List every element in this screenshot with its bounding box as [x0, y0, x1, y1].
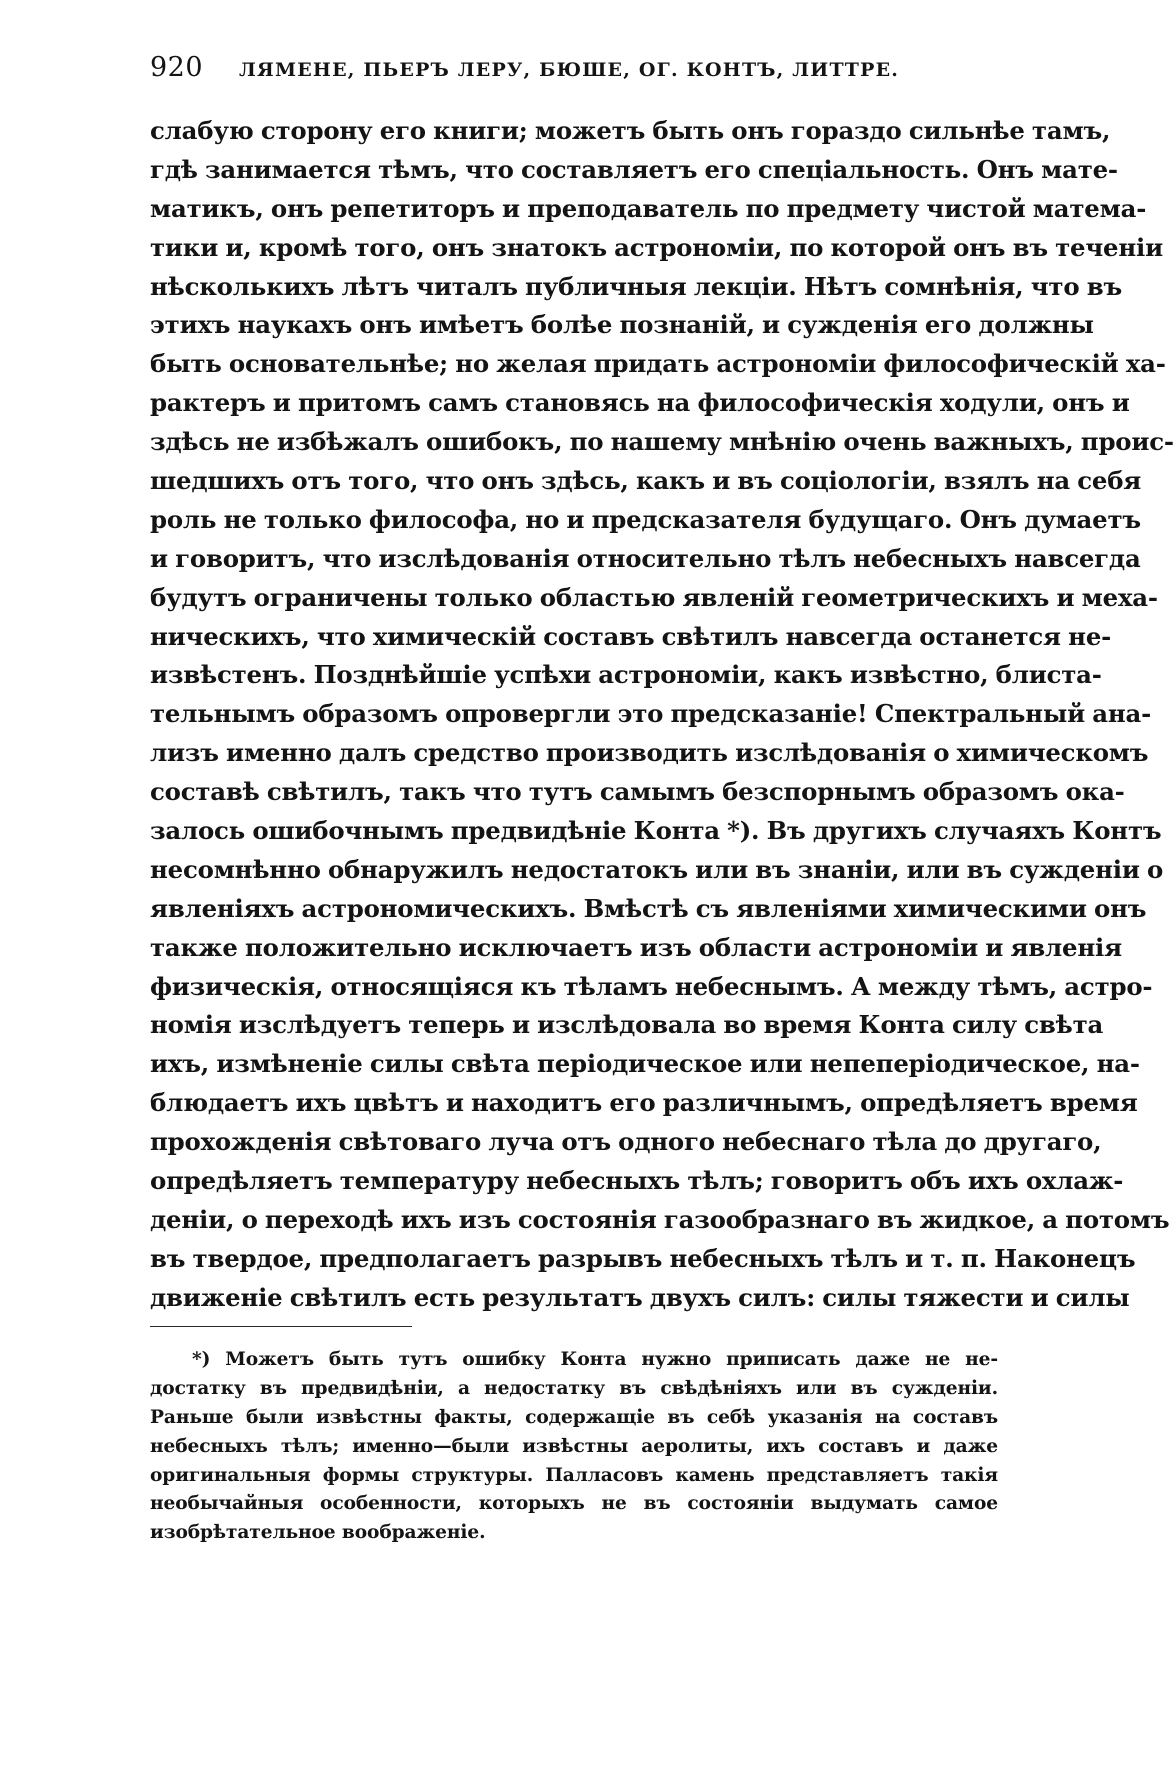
text-line: роль не только философа, но и предсказателя будущаго. Онъ думаетъ	[150, 504, 1141, 534]
text-line: ихъ, измѣненіе силы свѣта періодическое или непеперіодическое, на-	[150, 1049, 1140, 1079]
footnote-line: достатку въ предвидѣніи, а недостатку въ свѣдѣніяхъ или въ сужденіи.	[150, 1377, 998, 1399]
page-number: 920	[150, 52, 204, 83]
text-line: деніи, о переходѣ ихъ изъ состоянія газообразнаго въ жидкое, а потомъ	[150, 1204, 1170, 1234]
footnote	[150, 1346, 998, 1548]
text-line: тельнымъ образомъ опровергли это предсказаніе! Спектральный ана-	[150, 699, 1152, 729]
text-line: опредѣляетъ температуру небесныхъ тѣлъ; говоритъ объ ихъ охлаж-	[150, 1166, 1124, 1196]
text-line: слабую сторону его книги; можетъ быть онъ гораздо сильнѣе тамъ,	[150, 116, 1111, 145]
running-title: ЛЯМЕНЕ, ПЬЕРЪ ЛЕРУ, БЮШЕ, ОГ. КОНТЪ, ЛИТТРЕ.	[239, 59, 900, 81]
text-line: залось ошибочнымъ предвидѣніе Конта *). Въ другихъ случаяхъ Контъ	[150, 816, 1162, 846]
text-line: явленіяхъ астрономическихъ. Вмѣстѣ съ явленіями химическими онъ	[150, 893, 1147, 923]
text-line: будутъ ограничены только областью явленій геометрическихъ и меха-	[150, 582, 1158, 612]
footnote-line: изобрѣтательное воображеніе.	[150, 1522, 486, 1544]
text-line: въ твердое, предполагаетъ разрывъ небесныхъ тѣлъ и т. п. Наконецъ	[150, 1243, 1136, 1273]
footnote-rule	[150, 1326, 412, 1327]
main-text	[150, 112, 1174, 1318]
running-header	[150, 52, 1000, 83]
text-line: рактеръ и притомъ самъ становясь на философическія ходули, онъ и	[150, 388, 1130, 418]
text-line: тики и, кромѣ того, онъ знатокъ астрономіи, по которой онъ въ теченіи	[150, 232, 1163, 262]
text-line: матикъ, онъ репетиторъ и преподаватель по предмету чистой матема-	[150, 193, 1147, 223]
footnote-line: *) Можетъ быть тутъ ошибку Конта нужно приписать даже не не-	[192, 1349, 998, 1370]
text-line: физическія, относящіяся къ тѣламъ небеснымъ. А между тѣмъ, астро-	[150, 971, 1153, 1001]
text-line: здѣсь не избѣжалъ ошибокъ, по нашему мнѣнію очень важныхъ, проис-	[150, 427, 1174, 457]
footnote-line: Раньше были извѣстны факты, содержащіе въ себѣ указанія на составъ	[150, 1406, 998, 1428]
text-line: прохожденія свѣтоваго луча отъ одного небеснаго тѣла до другаго,	[150, 1127, 1102, 1157]
text-line: гдѣ занимается тѣмъ, что составляетъ его спеціальность. Онъ мате-	[150, 154, 1118, 184]
text-line: нѣсколькихъ лѣтъ читалъ публичныя лекціи. Нѣтъ сомнѣнія, что въ	[150, 271, 1122, 301]
text-line: лизъ именно далъ средство производить изслѣдованія о химическомъ	[150, 738, 1149, 768]
text-line: номія изслѣдуетъ теперь и изслѣдовала во время Конта силу свѣта	[150, 1010, 1104, 1040]
footnote-line: оригинальныя формы структуры. Палласовъ камень представляетъ такія	[150, 1464, 998, 1486]
text-line: движеніе свѣтилъ есть результатъ двухъ силъ: силы тяжести и силы	[150, 1282, 1130, 1312]
text-line: составѣ свѣтилъ, такъ что тутъ самымъ безспорнымъ образомъ ока-	[150, 777, 1125, 807]
text-line: быть основательнѣе; но желая придать астрономіи философическій ха-	[150, 349, 1166, 379]
text-line: этихъ наукахъ онъ имѣетъ болѣе познаній, и сужденія его должны	[150, 310, 1094, 340]
footnote-line: необычайныя особенности, которыхъ не въ состояніи выдумать самое	[150, 1493, 998, 1515]
text-line: извѣстенъ. Позднѣйшіе успѣхи астрономіи, какъ извѣстно, блиста-	[150, 660, 1102, 690]
text-line: несомнѣнно обнаружилъ недостатокъ или въ знаніи, или въ сужденіи о	[150, 854, 1164, 884]
text-line: также положительно исключаетъ изъ области астрономіи и явленія	[150, 932, 1122, 962]
text-line: шедшихъ отъ того, что онъ здѣсь, какъ и въ соціологіи, взялъ на себя	[150, 466, 1142, 496]
text-line: блюдаетъ ихъ цвѣтъ и находитъ его различнымъ, опредѣляетъ время	[150, 1088, 1138, 1118]
text-line: ническихъ, что химическій составъ свѣтилъ навсегда останется не-	[150, 621, 1112, 651]
text-line: и говоритъ, что изслѣдованія относительно тѣлъ небесныхъ навсегда	[150, 543, 1141, 573]
footnote-line: небесныхъ тѣлъ; именно—были извѣстны аеролиты, ихъ составъ и даже	[150, 1435, 998, 1457]
